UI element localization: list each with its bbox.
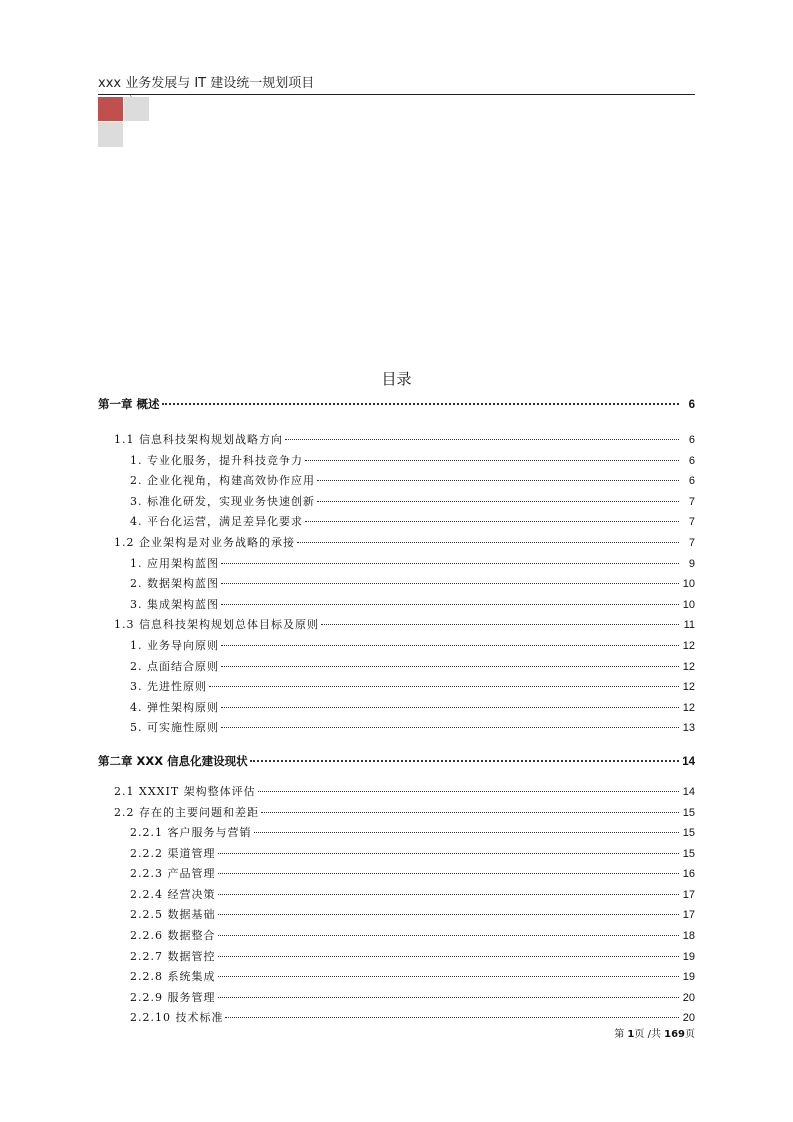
toc-page-number: 7 (688, 516, 695, 529)
toc-entry-link[interactable] (98, 927, 695, 948)
toc-leader-dots (209, 686, 679, 687)
toc-page-number: 9 (688, 557, 695, 570)
toc-leader-dots (221, 707, 679, 708)
toc-page-number: 12 (682, 639, 695, 652)
toc-leader-dots (305, 460, 679, 461)
toc-page-number: 6 (688, 399, 695, 411)
toc-page-number: 15 (682, 847, 695, 860)
toc-page-number: 17 (682, 888, 695, 901)
toc-entry-label: 2.2.2 渠道管理 (130, 846, 216, 860)
toc-leader-dots (218, 894, 680, 895)
toc-entry-label: 2.1 XXXIT 架构整体评估 (114, 784, 256, 798)
toc-entry-link[interactable] (98, 886, 695, 907)
toc-leader-dots (225, 1017, 679, 1018)
page-footer (614, 1025, 695, 1040)
toc-entry-link[interactable] (98, 596, 695, 617)
toc-page-number: 12 (682, 701, 695, 714)
toc-chapter-link[interactable] (98, 753, 695, 775)
toc-entry-label: 2.2.8 系统集成 (130, 970, 216, 984)
toc-entry-link[interactable] (98, 431, 695, 452)
toc-entry-label: 4. 平台化运营，满足差异化要求 (130, 515, 303, 529)
toc-entry-link[interactable] (98, 452, 695, 473)
decor-gray-block (124, 97, 149, 121)
toc-entry-link[interactable] (98, 804, 695, 825)
toc-leader-dots (317, 501, 679, 502)
toc-entry-label: 2.2.10 技术标准 (130, 1011, 224, 1025)
toc-leader-dots (162, 403, 679, 405)
decor-gray-block (98, 122, 123, 147)
toc-leader-dots (221, 727, 679, 728)
toc-page-number: 7 (688, 536, 695, 549)
toc-entry-label: 3. 标准化研发，实现业务快速创新 (130, 494, 315, 508)
toc-leader-dots (221, 604, 679, 605)
toc-entry-label: 第一章 概述 (98, 397, 160, 411)
toc-leader-dots (317, 480, 679, 481)
toc-entry-label: 2.2.3 产品管理 (130, 867, 216, 881)
footer-mid: 页 /共 (634, 1029, 665, 1040)
toc-entry-link[interactable] (98, 534, 695, 555)
toc-page-number: 15 (682, 806, 695, 819)
toc-entry-label: 第二章 XXX 信息化建设现状 (98, 753, 248, 768)
toc-leader-dots (218, 976, 680, 977)
toc-entry-label: 2.2.9 服务管理 (130, 990, 216, 1004)
toc-page-number: 15 (682, 827, 695, 840)
toc-entry-link[interactable] (98, 824, 695, 845)
toc-entry-link[interactable] (98, 906, 695, 927)
toc-leader-dots (261, 812, 679, 813)
toc-entry-label: 2.2.7 数据管控 (130, 949, 216, 963)
toc-entry-link[interactable] (98, 555, 695, 576)
toc-leader-dots (258, 791, 679, 792)
toc-page-number: 19 (682, 971, 695, 984)
toc-entry-label: 2.2 存在的主要问题和差距 (114, 805, 259, 819)
toc-leader-dots (221, 563, 679, 564)
toc-page-number: 14 (682, 785, 695, 798)
toc-entry-link[interactable] (98, 472, 695, 493)
toc-page-number: 7 (688, 495, 695, 508)
toc-entry-link[interactable] (98, 637, 695, 658)
toc-entry-label: 2. 企业化视角，构建高效协作应用 (130, 474, 315, 488)
toc-page-number: 18 (682, 930, 695, 943)
toc-page-number: 10 (682, 598, 695, 611)
toc-entry-link[interactable] (98, 699, 695, 720)
toc-leader-dots (218, 914, 680, 915)
toc-page-number: 6 (688, 475, 695, 488)
toc-entry-link[interactable] (98, 845, 695, 866)
document-header: xxx 业务发展与 IT 建设统一规划项目 (98, 76, 695, 95)
toc-page-number: 20 (682, 991, 695, 1004)
footer-suffix: 页 (685, 1029, 695, 1040)
toc-page-number: 12 (682, 660, 695, 673)
toc-leader-dots (250, 760, 679, 762)
toc-entry-link[interactable] (98, 968, 695, 989)
footer-total-pages: 169 (664, 1029, 685, 1040)
toc-leader-dots (254, 832, 680, 833)
toc-page-number: 11 (683, 619, 695, 632)
toc-leader-dots (218, 935, 680, 936)
toc-leader-dots (218, 873, 680, 874)
toc-entry-label: 1. 专业化服务，提升科技竞争力 (130, 453, 303, 467)
toc-entry-label: 2.2.1 客户服务与营销 (130, 826, 252, 840)
toc-entry-link[interactable] (98, 948, 695, 969)
toc-entry-label: 5. 可实施性原则 (130, 721, 219, 735)
toc-entry-link[interactable] (98, 513, 695, 534)
toc-entry-link[interactable] (98, 783, 695, 804)
toc-entry-label: 2. 点面结合原则 (130, 659, 219, 673)
toc-page-number: 6 (688, 454, 695, 467)
toc-entry-label: 1.1 信息科技架构规划战略方向 (114, 433, 283, 446)
toc-entry-label: 3. 集成架构蓝图 (130, 597, 219, 611)
toc-entry-label: 1.2 企业架构是对业务战略的承接 (114, 535, 295, 549)
toc-entry-link[interactable] (98, 1009, 695, 1030)
toc-page-number: 19 (682, 950, 695, 963)
toc-chapter-link[interactable] (98, 396, 695, 418)
toc-leader-dots (305, 521, 679, 522)
toc-entry-label: 1.3 信息科技架构规划总体目标及原则 (114, 618, 319, 632)
toc-page-number: 6 (688, 434, 695, 446)
toc-entry-label: 2. 数据架构蓝图 (130, 577, 219, 591)
toc-entry-label: 1. 业务导向原则 (130, 638, 219, 652)
toc-entry-link[interactable] (98, 678, 695, 699)
footer-page-number: 1 (627, 1029, 635, 1040)
toc-entry-label: 1. 应用架构蓝图 (130, 556, 219, 570)
toc-page-number: 20 (682, 1012, 695, 1025)
toc-leader-dots (321, 624, 679, 625)
decor-mark: ` (129, 96, 134, 106)
toc-entry-link[interactable] (98, 719, 695, 740)
decor-red-block (98, 97, 123, 121)
toc-leader-dots (218, 853, 680, 854)
toc-page-number: 12 (682, 681, 695, 694)
toc-leader-dots (297, 542, 679, 543)
toc-entry-link[interactable] (98, 989, 695, 1010)
toc-leader-dots (285, 439, 679, 440)
toc-entry-label: 2.2.4 经营决策 (130, 887, 216, 901)
toc-page-number: 14 (682, 755, 695, 768)
toc-leader-dots (221, 645, 679, 646)
toc-leader-dots (218, 956, 680, 957)
toc-entry-label: 2.2.5 数据基础 (130, 908, 216, 922)
toc-page-number: 13 (682, 722, 695, 735)
toc-entry-label: 4. 弹性架构原则 (130, 700, 219, 714)
toc-entry-label: 2.2.6 数据整合 (130, 929, 216, 943)
toc-entry-label: 3. 先进性原则 (130, 680, 207, 694)
toc-title: 目录 (381, 370, 412, 388)
toc-entry-link[interactable] (98, 658, 695, 679)
toc-leader-dots (218, 997, 680, 998)
toc-leader-dots (221, 583, 679, 584)
toc-page-number: 16 (682, 868, 695, 881)
toc-entry-link[interactable] (98, 616, 695, 637)
footer-prefix: 第 (614, 1029, 628, 1040)
table-of-contents (98, 396, 695, 1030)
toc-entry-link[interactable] (98, 493, 695, 514)
toc-leader-dots (221, 666, 679, 667)
toc-page-number: 10 (682, 578, 695, 591)
toc-entry-link[interactable] (98, 865, 695, 886)
toc-page-number: 17 (682, 909, 695, 922)
toc-entry-link[interactable] (98, 575, 695, 596)
